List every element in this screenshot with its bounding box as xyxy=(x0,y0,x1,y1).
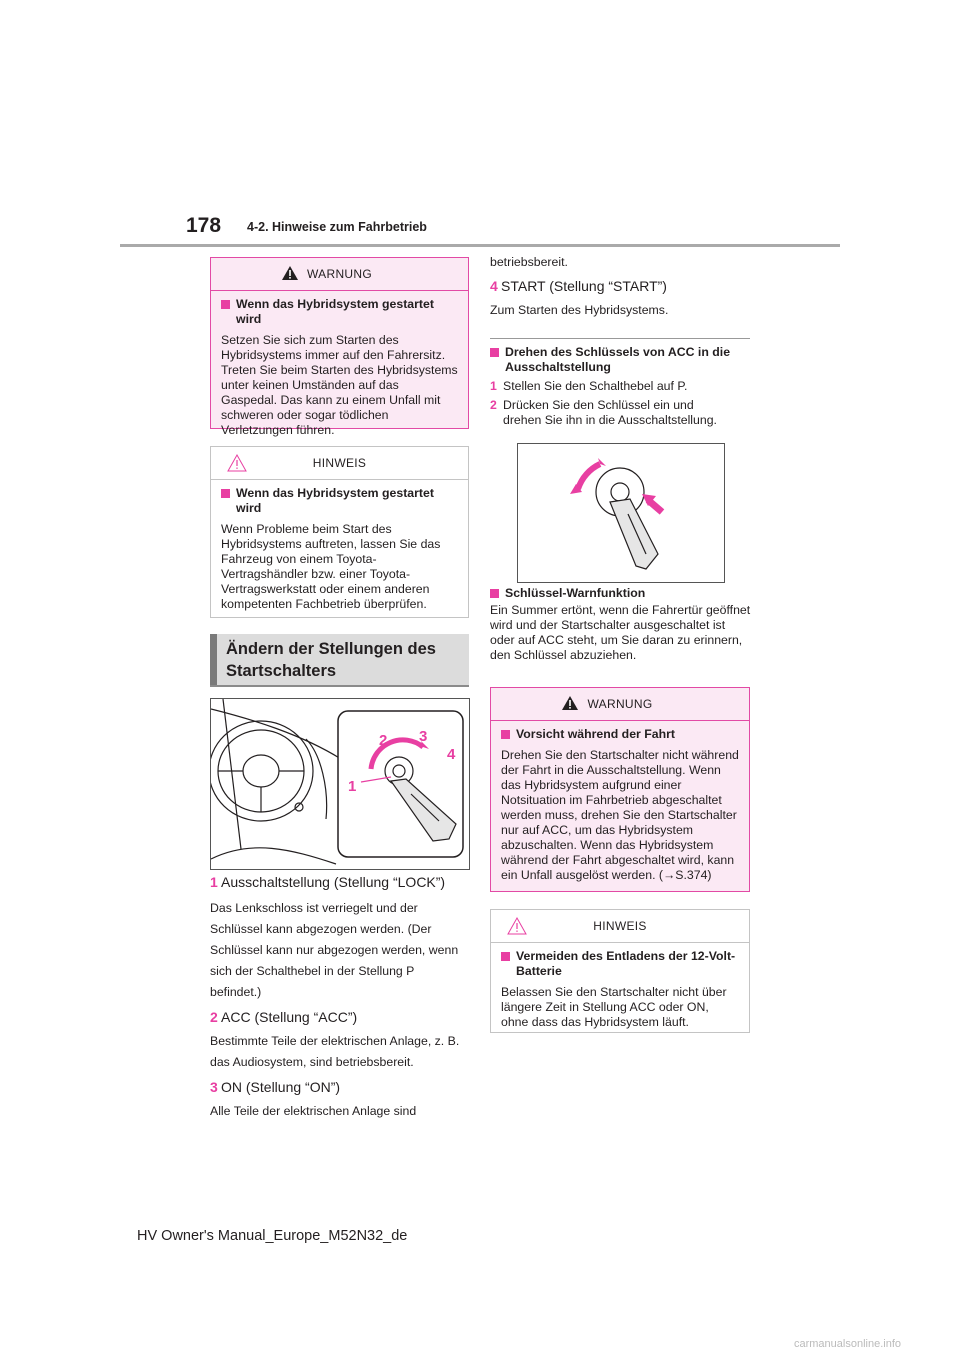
caution-triangle-icon xyxy=(507,917,527,935)
position-desc: Zum Starten des Hybridsystems. xyxy=(490,303,669,317)
page-number: 178 xyxy=(186,214,222,237)
ignition-illustration xyxy=(211,699,469,869)
note-subheading: Vermeiden des Entladens der 12-Volt-Batterie xyxy=(501,949,739,979)
warning-triangle-icon xyxy=(561,695,579,711)
bullet-square-icon xyxy=(221,300,230,309)
note-box-hybrid-start xyxy=(210,446,469,618)
warning-box-driving xyxy=(490,687,750,892)
note-text: Belassen Sie den Startschalter nicht über längere Zeit in Stellung ACC oder ON, ohne dass das Hybridsystem läuft. xyxy=(501,985,727,1029)
note-title: HINWEIS xyxy=(312,455,367,470)
key-warning-heading: Schlüssel-Warnfunktion xyxy=(490,586,752,601)
warning-title: WARNUNG xyxy=(307,266,372,281)
acc-lock-section xyxy=(490,345,750,428)
section-header: 4-2. Hinweise zum Fahrbetrieb xyxy=(247,220,427,234)
title-bar xyxy=(210,634,217,685)
warning-subheading: Wenn das Hybridsystem gestartet wird xyxy=(221,297,458,327)
note-subheading: Wenn das Hybridsystem gestartet wird xyxy=(221,486,458,516)
warning-header xyxy=(491,688,749,721)
bullet-square-icon xyxy=(490,348,499,357)
figure-ignition-positions xyxy=(210,698,470,870)
step-item: 1 Stellen Sie den Schalthebel auf P. xyxy=(490,379,688,393)
header-rule xyxy=(120,244,840,247)
callout-3: 3 xyxy=(419,728,428,745)
bullet-square-icon xyxy=(501,730,510,739)
position-item: 3 ON (Stellung “ON”) xyxy=(210,1079,341,1095)
bullet-square-icon xyxy=(490,589,499,598)
caution-triangle-icon xyxy=(227,454,247,472)
position-desc-part1: Alle Teile der elektrischen Anlage sind xyxy=(210,1104,417,1118)
note-title: HINWEIS xyxy=(593,918,647,933)
divider xyxy=(490,338,750,339)
note-header xyxy=(211,447,468,480)
callout-4: 4 xyxy=(447,746,456,763)
callout-1: 1 xyxy=(348,778,357,795)
step-item: 2 Drücken Sie den Schlüssel ein und drehen Sie ihn in die Ausschaltstellung. xyxy=(490,398,717,427)
position-desc-continued: betriebsbereit. xyxy=(490,255,568,269)
warning-text: Drehen Sie den Startschalter nicht während der Fahrt in die Ausschaltstellung. Wenn das Hybridsystem aufgrund einer Notsituation im Fahrbetrieb abgeschaltet werden muss, drehen Sie den Startschalter nur auf ACC, um das Hybridsystem abzuschalten. Wenn das Hybridsystem während der Fahrt abgeschaltet wird, kann ein Unfall ausgelöst werden. (→S.374) xyxy=(501,748,739,882)
position-desc: Das Lenkschloss ist verriegelt und der Schlüssel kann abgezogen werden. (Der Schlüssel kann nur abgezogen werden, wenn sich der Schalthebel in der Stellung P befindet.) xyxy=(210,901,459,999)
warning-box-hybrid-start xyxy=(210,257,469,437)
warning-subheading: Vorsicht während der Fahrt xyxy=(501,727,739,742)
key-turn-illustration xyxy=(518,444,724,582)
key-warning-section xyxy=(490,586,752,663)
warning-text: Setzen Sie sich zum Starten des Hybridsystems immer auf den Fahrersitz. Treten Sie beim Starten des Hybridsystems unter keinen Umständen auf das Gaspedal. Das kann zu einem Unfall mit schweren oder sogar tödlichen Verletzungen führen. xyxy=(221,333,458,437)
position-item: 1 Ausschaltstellung (Stellung “LOCK”) xyxy=(210,874,446,890)
section-title: Ändern der Stellungen des Startschalters xyxy=(226,640,436,680)
section-title-box xyxy=(210,634,469,687)
positions-right xyxy=(490,278,750,321)
positions-left xyxy=(210,874,470,1122)
position-item: 2 ACC (Stellung “ACC”) xyxy=(210,1009,358,1025)
figure-key-turn xyxy=(517,443,725,583)
note-header xyxy=(491,910,749,943)
bullet-square-icon xyxy=(501,952,510,961)
warning-triangle-icon xyxy=(281,265,299,281)
position-item: 4 START (Stellung “START”) xyxy=(490,278,667,294)
note-box-battery xyxy=(490,909,750,1033)
watermark: carmanualsonline.info xyxy=(793,1338,901,1350)
position-desc: Bestimmte Teile der elektrischen Anlage, z. B. das Audiosystem, sind betriebsbereit. xyxy=(210,1034,460,1069)
warning-title: WARNUNG xyxy=(587,696,653,711)
note-text: Wenn Probleme beim Start des Hybridsystems auftreten, lassen Sie das Fahrzeug von einem Toyota-Vertragshändler bzw. einer Toyota-Vertragswerkstatt oder einem anderen kompetenten Fachbetrieb überprüfen. xyxy=(221,522,441,611)
bullet-square-icon xyxy=(221,489,230,498)
warning-header xyxy=(211,258,468,291)
callout-2: 2 xyxy=(379,732,388,749)
acc-lock-heading: Drehen des Schlüssels von ACC in die Ausschaltstellung xyxy=(490,345,750,375)
key-warning-text: Ein Summer ertönt, wenn die Fahrertür geöffnet wird und der Startschalter ausgeschaltet ist oder auf ACC steht, um Sie daran zu erinnern, den Schlüssel abzuziehen. xyxy=(490,603,751,662)
footer-text: HV Owner's Manual_Europe_M52N32_de xyxy=(137,1228,408,1244)
